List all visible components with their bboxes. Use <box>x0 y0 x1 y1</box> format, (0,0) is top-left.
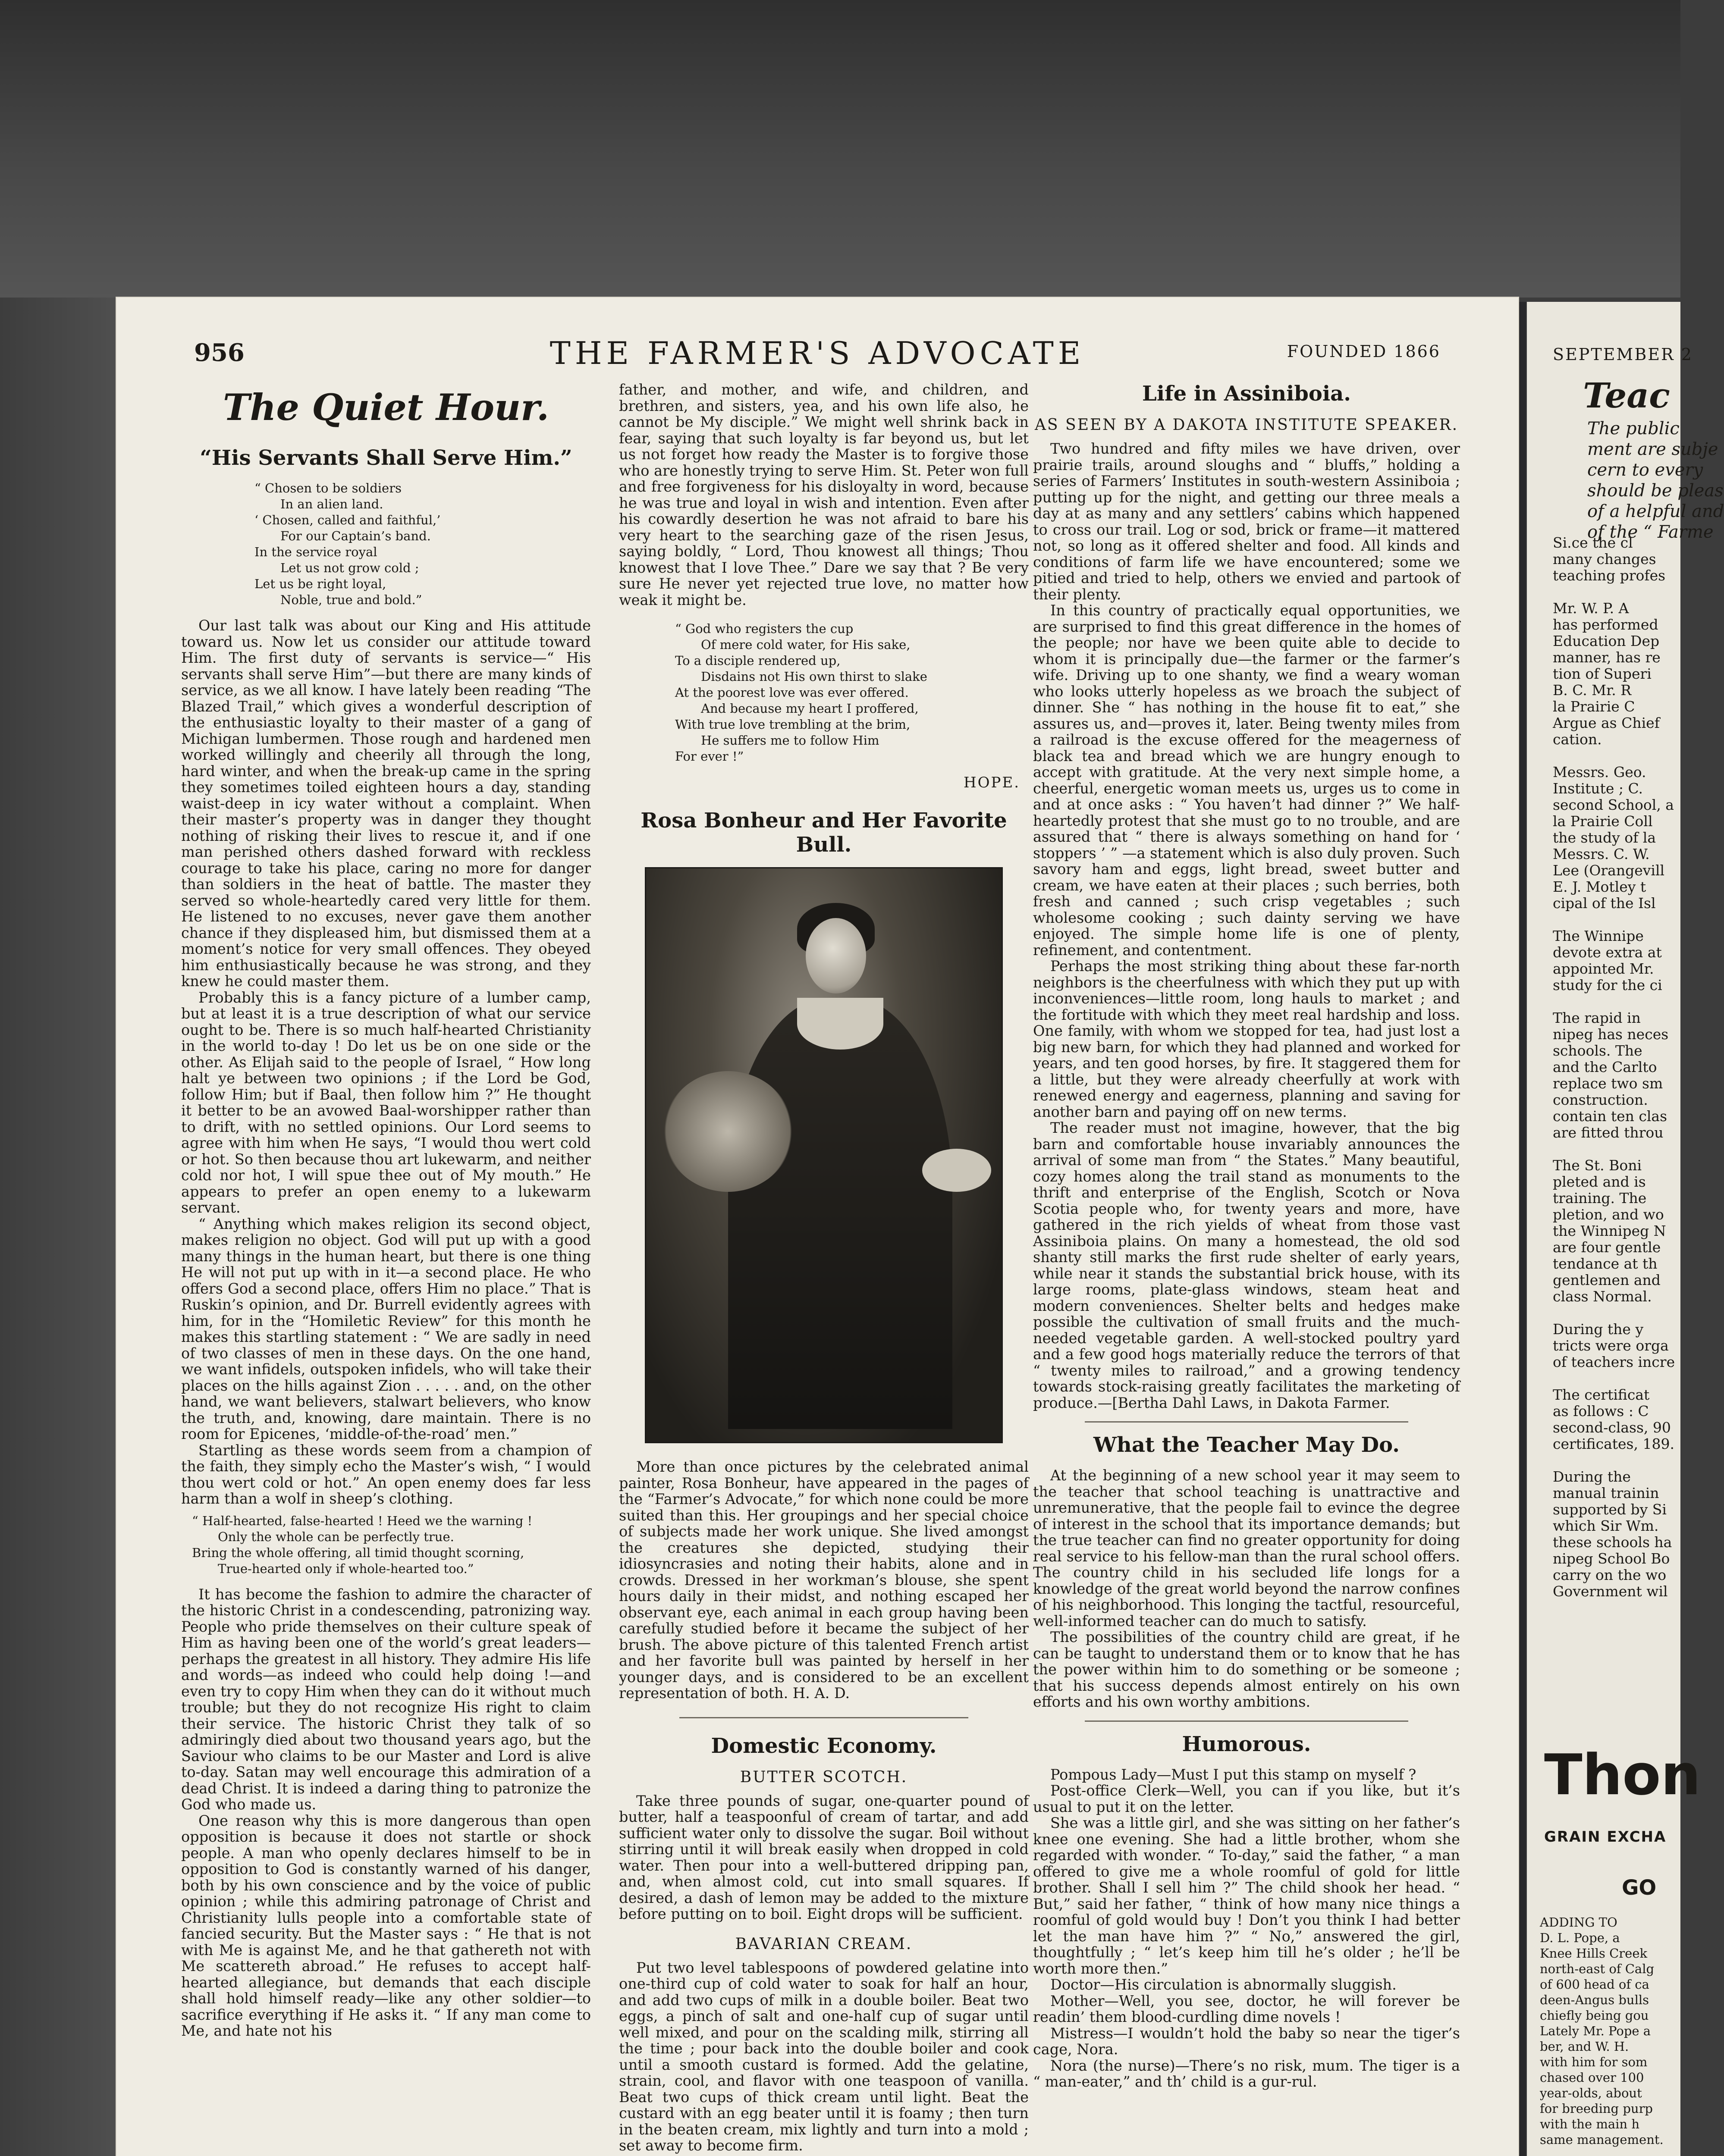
verse-line: True-hearted only if whole-hearted too.” <box>218 1561 474 1576</box>
text-line: are fitted throu <box>1553 1124 1664 1141</box>
adjacent-page-header: SEPTEMBER 2 <box>1553 345 1693 364</box>
newspaper-page <box>116 298 1518 2156</box>
text-line: pleted and is <box>1553 1173 1646 1190</box>
adjacent-page-intro <box>1587 418 1724 542</box>
column-right <box>1033 382 1460 2090</box>
joke-line: Doctor—His circulation is abnormally sluggish. <box>1050 1976 1397 1993</box>
text-line: Lee (Orangevill <box>1553 862 1665 879</box>
text-line: tion of Superi <box>1553 665 1652 682</box>
text-line: contain ten clas <box>1553 1108 1667 1125</box>
text-line: Lately Mr. Pope a <box>1540 2024 1651 2038</box>
adjacent-page-text <box>1553 535 1675 1600</box>
scan-background-left <box>0 298 116 2156</box>
text-line: many changes <box>1553 551 1656 567</box>
text-line: replace two sm <box>1553 1075 1663 1092</box>
paragraph: Two hundred and fifty miles we have driven, over prairie trails, around sloughs and “ bluffs,” holding a series of Farmers’ Institutes in south-western Assiniboia ; putting up for the night, and getting our three meals a day at as many and any settlers’ cabins which happened to cross our trail. Log or sod, brick or frame—it mattered not, so long as it offered shelter and food. All kinds and conditions of farm life we have encountered; some we pitied and tried to help, others we envied and partook of their plenty. <box>1033 440 1460 603</box>
opening-poem <box>254 480 591 608</box>
text-line: as follows : C <box>1553 1403 1649 1420</box>
text-line: year-olds, about <box>1540 2086 1642 2100</box>
section-title-quiet-hour: The Quiet Hour. <box>223 386 550 429</box>
page-gutter <box>1519 302 1526 2156</box>
text-line: la Prairie Coll <box>1553 813 1653 830</box>
paragraph: It has become the fashion to admire the character of the historic Christ in a condescending, patronizing way. People who pride themselves on their culture speak of Him as having been one of the world’s great leaders—perhaps the greatest in all history. They admire His life and words—as indeed who could help doing !—and even try to copy Him when they can do it without much trouble; but they do not recognize His right to claim their service. The historic Christ they talk of so admiringly died about two thousand years ago, but the Saviour who claims to be our Master and Lord is alive to-day. Satan may well encourage this admiration of a dead Christ. It is indeed a daring thing to patronize the God who made us. <box>181 1586 591 1813</box>
text-line: The Winnipe <box>1553 928 1644 944</box>
text-line: gentlemen and <box>1553 1272 1661 1288</box>
poem-line: Noble, true and bold.” <box>280 592 422 607</box>
advertisement-subtitle: GRAIN EXCHA <box>1544 1828 1667 1846</box>
text-line: class Normal. <box>1553 1288 1652 1305</box>
portrait-hand <box>922 1149 991 1192</box>
poem-line: In an alien land. <box>280 497 383 511</box>
paragraph: Put two level tablespoons of powdered gelatine into one-third cup of cold water to soak for half an hour, and add two cups of milk in a double boiler. Beat two eggs, a pinch of salt and one-half cup of sugar until well mixed, and pour on the scalding milk, stirring all the time ; pour back into the double boiler and cook until a smooth custard is formed. Add the gelatine, strain, cool, and flavor with one teaspoon of vanilla. Beat two cups of thick cream until light. Beat the custard with an egg beater until it is foamy ; then turn in the beaten cream, mix lightly and turn into a mold ; set away to become firm. <box>619 1959 1029 2154</box>
text-line: with him for som <box>1540 2055 1648 2069</box>
paragraph: One reason why this is more dangerous than open opposition is because it does not startle or shock people. A man who openly declares himself to be in opposition to God is constantly warned of his danger, both by his own conscience and by the voice of public opinion ; while this admiring patronage of Christ and Christianity lulls people into a comfortable state of fancied security. But the Master says : “ He that is not with Me is against Me, and he that gathereth not with Me scattereth abroad.” He refuses to accept half-hearted allegiance, but demands that each disciple shall hold himself ready—like any other soldier—to sacrifice everything if He asks it. “ If any man come to Me, and hate not his <box>181 1812 591 2039</box>
intro-line: of the “ Farme <box>1587 522 1714 542</box>
divider <box>679 1717 968 1718</box>
paragraph: In this country of practically equal opportunities, we are surprised to find this great difference in the homes of the people; nor have we been quite able to decide to whom it is principally due—the farmer or the farmer’s wife. Driving up to one shanty, we find a weary woman who looks utterly hopeless as we broach the subject of dinner. She “ has nothing in the house fit to eat,” she assures us, and—proves it, later. Being twenty miles from a railroad is the excuse offered for the meagerness of black tea and bread which we are hungry enough to accept with gratitude. At the very next simple home, a cheerful, energetic woman meets us, urges us to come in and at once asks : “ You haven’t had dinner ?” We half-heartedly protest that she must go to no trouble, and are assured that “ there is always something on hand for ‘ stoppers ’ ” —a statement which is also duly proven. Such savory ham and eggs, light bread, sweet butter and cream, we have eaten at their places ; such berries, both fresh and canned ; such crisp vegetables ; such wholesome cooking ; such dainty serving we have enjoyed. The simple home life is one of plenty, refinement, and contentment. <box>1033 602 1460 959</box>
divider <box>1085 1421 1408 1423</box>
text-line: Mr. W. P. A <box>1553 600 1629 617</box>
text-line: During the <box>1553 1468 1631 1485</box>
text-line: manner, has re <box>1553 649 1661 666</box>
text-line: Argue as Chief <box>1553 714 1660 731</box>
column-quiet-hour <box>181 382 591 2039</box>
text-line: north-east of Calg <box>1540 1962 1655 1976</box>
recipe-title-bavarian-cream: BAVARIAN CREAM. <box>735 1935 913 1953</box>
text-line: second-class, 90 <box>1553 1419 1671 1436</box>
text-line: schools. The <box>1553 1042 1642 1059</box>
text-line: B. C. Mr. R <box>1553 682 1632 699</box>
poem-line: “ Chosen to be soldiers <box>254 481 402 495</box>
poem-line: He suffers me to follow Him <box>701 733 879 748</box>
headline-assiniboia: Life in Assiniboia. <box>1142 382 1351 406</box>
text-line: Government wil <box>1553 1583 1668 1600</box>
text-line: Knee Hills Creek <box>1540 1946 1648 1961</box>
text-line <box>1553 912 1675 928</box>
text-line: training. The <box>1553 1190 1647 1206</box>
text-line <box>1553 584 1675 600</box>
poem-line: And because my heart I proffered, <box>701 701 919 716</box>
headline-domestic-economy: Domestic Economy. <box>711 1733 937 1758</box>
poem-line: With true love trembling at the brim, <box>675 717 911 732</box>
text-line: The rapid in <box>1553 1009 1641 1026</box>
text-line <box>1553 1370 1675 1387</box>
headline-humorous: Humorous. <box>1182 1732 1311 1756</box>
text-line: deen-Angus bulls <box>1540 1993 1649 2007</box>
paragraph: Take three pounds of sugar, one-quarter pound of butter, half a teaspoonful of cream of tartar, and add sufficient water only to dissolve the sugar. Boil without stirring until it will break easily when dropped in cold water. Then pour into a well-buttered dripping pan, and, when almost cold, cut into small squares. If desired, a dash of lemon may be added to the mixture before putting on to boil. Eight drops will be sufficient. <box>619 1792 1029 1922</box>
text-line: la Prairie C <box>1553 698 1635 715</box>
text-line: ADDING TO <box>1540 1915 1617 1930</box>
rosa-bonheur-portrait <box>645 867 1003 1443</box>
text-line: appointed Mr. <box>1553 960 1654 977</box>
paper-title: THE FARMER'S ADVOCATE <box>550 335 1085 371</box>
verse-line: “ Half-hearted, false-hearted ! Heed we the warning ! <box>192 1513 533 1528</box>
text-line: manual trainin <box>1553 1485 1659 1501</box>
text-line: Education Dep <box>1553 633 1660 649</box>
poem-line: For our Captain’s band. <box>280 529 431 543</box>
advertisement-heading: GO <box>1622 1876 1657 1900</box>
intro-line: cern to every <box>1587 460 1703 480</box>
text-line: tendance at th <box>1553 1255 1658 1272</box>
text-line: pletion, and wo <box>1553 1206 1664 1223</box>
text-line <box>1553 1452 1675 1469</box>
joke-line: Pompous Lady—Must I put this stamp on myself ? <box>1050 1766 1416 1783</box>
text-line: D. L. Pope, a <box>1540 1930 1620 1945</box>
paragraph: “ Anything which makes religion its second object, makes religion no object. God will put up with a good many things in the human heart, but there is one thing He will not put up with in it—a second place. He who offers God a second place, offers Him no place.” That is Ruskin’s opinion, and Dr. Burrell evidently agrees with him, for in the “Homiletic Review” for this month he makes this startling statement : “ We are sadly in need of two classes of men in these days. On the one hand, we want infidels, outspoken infidels, who will take their places on the hills against Zion . . . . . and, on the other hand, we want believers, stalwart believers, who know the truth, and, knowing, dare maintain. There is no room for Epicenes, ‘middle-of-the-road’ men.” <box>181 1215 591 1442</box>
text-line: cipal of the Isl <box>1553 895 1656 912</box>
closing-poem <box>675 621 1029 765</box>
text-line: for breeding purp <box>1540 2101 1653 2116</box>
text-line: Institute ; C. <box>1553 780 1643 797</box>
headline-bonheur: Rosa Bonheur and Her Favorite Bull. <box>641 808 1007 857</box>
text-line: study for the ci <box>1553 977 1662 993</box>
intro-line: ment are subje <box>1587 439 1718 459</box>
intro-line: of a helpful and <box>1587 501 1724 521</box>
text-line: chased over 100 <box>1540 2070 1644 2085</box>
joke-line: Mother—Well, you see, doctor, he will forever be readin’ them blood-curdling dime novels ! <box>1033 1992 1460 2025</box>
text-line: tricts were orga <box>1553 1337 1669 1354</box>
text-line: The St. Boni <box>1553 1157 1642 1174</box>
paragraph: More than once pictures by the celebrated animal painter, Rosa Bonheur, have appeared in the pages of the “Farmer’s Advocate,” for which none could be more suited than this. Her groupings and her special choice of subjects made her work unique. She lived amongst the creatures she depicted, studying their idiosyncrasies and noting their habits, alone and in crowds. Dressed in her workman’s blouse, she spent hours daily in their midst, and nothing escaped her observant eye, each animal in each group having been carefully studied before it became the subject of her brush. The above picture of this talented French artist and her favorite bull was painted by herself in her younger days, and is considered to be an excellent representation of both. H. A. D. <box>619 1458 1029 1702</box>
text-line: of 600 head of ca <box>1540 1977 1649 1992</box>
joke-line: She was a little girl, and she was sitting on her father’s knee one evening. She had a little brother, whom she regarded with wonder. “ To-day,” said the father, “ a man offered to give me a whole roomful of gold for little brother. Shall I sell him ?” The child shook her head. “ But,” said her father, “ think of how many nice things a roomful of gold would buy ! Don’t you think I had better let the man have him ?” “ No,” answered the girl, thoughtfully ; “ let’s keep him till he’s older ; he’ll be worth more then.” <box>1033 1814 1460 1977</box>
paragraph: father, and mother, and wife, and children, and brethren, and sisters, yea, and his own life also, he cannot be My disciple.” We might well shrink back in fear, saying that such loyalty is far beyond us, but let us not forget how ready the Master is to forgive those who are honestly trying to serve Him. St. Peter won full and free forgiveness for his disloyalty in word, because he was true and loyal in wish and intention. Even after his cowardly desertion he was not afraid to bare his very heart to the searching gaze of the risen Jesus, saying boldly, “ Lord, Thou knowest all things; Thou knowest that I love Thee.” Dare we say that ? Be very sure He never yet rejected true love, no matter how weak it might be. <box>619 381 1029 608</box>
text-line: The certificat <box>1553 1386 1650 1403</box>
text-line: cation. <box>1553 731 1602 748</box>
column-middle <box>619 382 1029 2154</box>
text-line: chiefly being gou <box>1540 2008 1649 2023</box>
verse-line: Only the whole can be perfectly true. <box>218 1529 454 1544</box>
joke-line: Nora (the nurse)—There’s no risk, mum. The tiger is a “ man-eater,” and th’ child is a gur-rul. <box>1033 2057 1460 2090</box>
text-line: construction. <box>1553 1091 1648 1108</box>
text-line: are four gentle <box>1553 1239 1661 1256</box>
text-line: of teachers incre <box>1553 1354 1675 1370</box>
poem-line: Let us not grow cold ; <box>280 561 419 575</box>
poem-line: Let us be right loyal, <box>254 577 386 591</box>
paragraph: Probably this is a fancy picture of a lumber camp, but at least it is a true description of what our service ought to be. There is so much half-hearted Christianity in the world to-day ! Do let us be on one side or the other. As Elijah said to the people of Israel, “ How long halt ye between two opinions ; if the Lord be God, follow Him; but if Baal, then follow him ?” He thought it better to be an avowed Baal-worshipper rather than to drift, with no settled opinions. Our Lord seems to agree with him when He says, “I would thou wert cold or hot. So then because thou art lukewarm, and neither cold nor hot, I will spue thee out of My mouth.” He appears to prefer an open enemy to a lukewarm servant. <box>181 989 591 1216</box>
text-line: certificates, 189. <box>1553 1435 1674 1452</box>
text-line: nipeg has neces <box>1553 1026 1669 1043</box>
poem-line: Disdains not His own thirst to slake <box>701 669 927 684</box>
warning-verse <box>192 1513 591 1577</box>
portrait-face <box>806 918 866 993</box>
intro-line: The public <box>1587 419 1680 439</box>
scan-background-top <box>0 0 1680 298</box>
adjacent-page-title: Teac <box>1583 375 1670 416</box>
paragraph: At the beginning of a new school year it may seem to the teacher that school teaching is unattractive and unremunerative, that the people fail to evince the degree of interest in the school that its importance demands; but the true teacher can find no greater opportunity for doing real service to his fellow-man than the rural school offers. The country child in his secluded life longs for a knowledge of the great world beyond the narrow confines of his neighborhood. This longing the tactful, resourceful, well-informed teacher can do much to satisfy. <box>1033 1467 1460 1630</box>
paragraph: Our last talk was about our King and His attitude toward us. Now let us consider our attitude toward Him. The first duty of servants is service—“ His servants shall serve Him”—but there are many kinds of service, as we all know. I have lately been reading “The Blazed Trail,” which gives a wonderful description of the enthusiastic loyalty to their master of a gang of Michigan lumbermen. Those rough and hardened men worked willingly and cheerily all through the long, hard winter, and when the break-up came in the spring they sometimes toiled eighteen hours a day, standing waist-deep in icy water without a complaint. When their master’s property was in danger they thought nothing of risking their lives to rescue it, and if one man perished others dashed forward with reckless courage to take his place, caring no more for danger than soldiers in the heat of battle. The master they served so whole-heartedly cared very little for them. He listened to no excuses, never gave them another chance if they displeased him, but dismissed them at a moment’s notice for very small offences. They obeyed him enthusiastically because he was strong, and they knew he could master them. <box>181 617 591 990</box>
text-line: teaching profes <box>1553 567 1666 584</box>
advertisement-title: Thon <box>1544 1742 1701 1808</box>
poem-line: To a disciple rendered up, <box>675 653 841 668</box>
paragraph: Perhaps the most striking thing about these far-north neighbors is the cheerfulness with which they put up with inconveniences—little room, long hauls to market ; and the fortitude with which they meet real hardship and loss. One family, with whom we stopped for tea, had just lost a big new barn, for which they had planned and worked for years, and ten good horses, by fire. It staggered them for a little, but they were already cheerfully at work with renewed energy and eagerness, planning and saving for another barn and paying off on new terms. <box>1033 958 1460 1120</box>
divider <box>1085 1720 1408 1722</box>
text-line: the Winnipeg N <box>1553 1222 1666 1239</box>
text-line: Messrs. Geo. <box>1553 764 1646 780</box>
founded-line: FOUNDED 1866 <box>1287 342 1441 361</box>
text-line: which Sir Wm. <box>1553 1517 1659 1534</box>
poem-line: “ God who registers the cup <box>675 621 854 636</box>
headline-servants: “His Servants Shall Serve Him.” <box>200 446 572 470</box>
headline-teacher: What the Teacher May Do. <box>1093 1433 1400 1457</box>
text-line: with the main h <box>1540 2117 1639 2131</box>
text-line: devote extra at <box>1553 944 1662 961</box>
text-line: supported by Si <box>1553 1501 1667 1518</box>
text-line: ber, and W. H. <box>1540 2039 1629 2054</box>
byline-assiniboia: AS SEEN BY A DAKOTA INSTITUTE SPEAKER. <box>1034 416 1459 434</box>
poem-line: At the poorest love was ever offered. <box>675 685 909 700</box>
text-line: carry on the wo <box>1553 1567 1667 1583</box>
page-header <box>116 335 1518 377</box>
poem-line: Of mere cold water, for His sake, <box>701 637 911 652</box>
intro-line: should be pleas <box>1587 481 1724 501</box>
portrait-bull-head <box>663 1071 793 1192</box>
advertisement-text <box>1540 1915 1664 2147</box>
text-line: these schools ha <box>1553 1534 1672 1551</box>
portrait-figure <box>728 998 952 1429</box>
portrait-collar <box>797 998 883 1050</box>
text-line: has performed <box>1553 616 1658 633</box>
text-line: During the y <box>1553 1321 1644 1338</box>
text-line: same management. <box>1540 2132 1664 2147</box>
adjacent-page <box>1527 302 1724 2156</box>
paragraph: Startling as these words seem from a champion of the faith, they simply echo the Master’s wish, “ I would thou wert cold or hot.” An open enemy does far less harm than a wolf in sheep’s clothing. <box>181 1442 591 1507</box>
poem-line: In the service royal <box>254 545 377 559</box>
text-line <box>1553 1141 1675 1157</box>
paragraph: The reader must not imagine, however, that the big barn and comfortable house invariably announces the arrival of some man from “ the States.” Many beautiful, cozy homes along the trail stand as monuments to the thrift and enterprise of the English, Scotch or Nova Scotia people who, for twenty years and more, have gathered in the rich yields of wheat from those vast Assiniboia plains. On many a homestead, the old sod shanty still marks the first rude shelter of early years, while near it stands the substantial brick house, with its large rooms, plate-glass windows, steam heat and modern conveniences. Shelter belts and hedges make possible the cultivation of small fruits and the much-needed vegetable garden. A well-stocked poultry yard and a few good hogs materially reduce the terrors of that “ twenty miles to railroad,” and a growing tendency towards stock-raising greatly facilitates the marketing of produce.—[Bertha Dahl Laws, in Dakota Farmer. <box>1033 1119 1460 1411</box>
joke-line: Mistress—I wouldn’t hold the baby so near the tiger’s cage, Nora. <box>1033 2024 1460 2058</box>
text-line: and the Carlto <box>1553 1059 1657 1075</box>
page-number: 956 <box>194 338 245 367</box>
signature-hope: HOPE. <box>963 774 1020 791</box>
poem-line: For ever !” <box>675 749 744 764</box>
text-line <box>1553 1305 1675 1321</box>
poem-line: ‘ Chosen, called and faithful,’ <box>254 513 441 527</box>
paragraph: The possibilities of the country child are great, if he can be taught to understand them or to know that he has the power within him to do something or be someone ; that his success depends almost entirely on his own efforts and his own worthy ambitions. <box>1033 1629 1460 1710</box>
joke-line: Post-office Clerk—Well, you can if you like, but it’s usual to put it on the letter. <box>1033 1782 1460 1815</box>
text-line: nipeg School Bo <box>1553 1550 1670 1567</box>
text-line: second School, a <box>1553 796 1674 813</box>
text-line <box>1553 993 1675 1010</box>
text-line: the study of la <box>1553 829 1656 846</box>
recipe-title-butter-scotch: BUTTER SCOTCH. <box>740 1768 908 1786</box>
text-line: Si.ce the cl <box>1553 534 1633 551</box>
text-line: Messrs. C. W. <box>1553 846 1650 862</box>
text-line: E. J. Motley t <box>1553 878 1646 895</box>
verse-line: Bring the whole offering, all timid thought scorning, <box>192 1545 524 1560</box>
text-line <box>1553 748 1675 764</box>
